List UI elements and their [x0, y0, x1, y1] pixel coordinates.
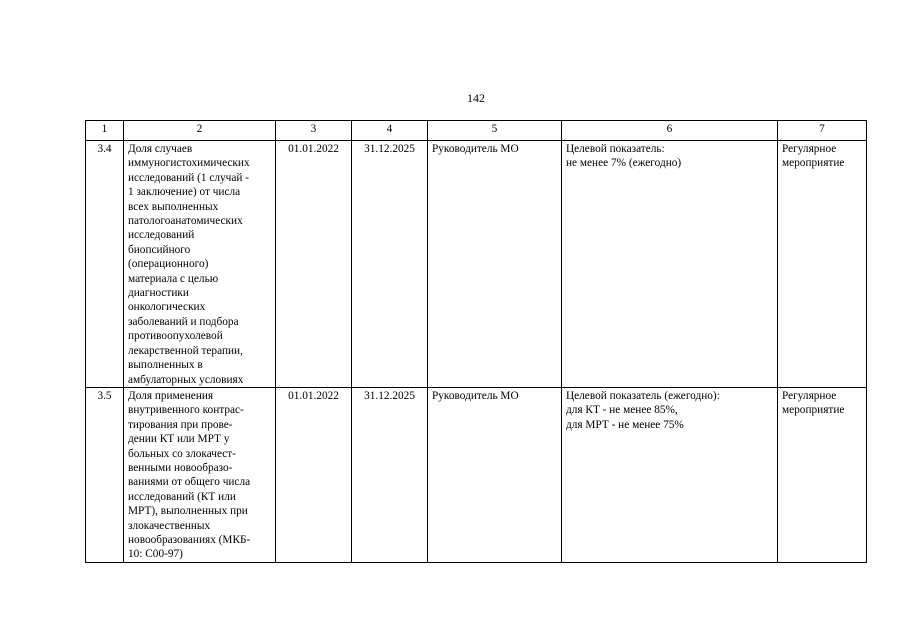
column-header-5: 5: [428, 121, 562, 141]
column-header-2: 2: [124, 121, 276, 141]
page-number: 142: [467, 91, 485, 105]
description-cell: Доля применения внутривенного контрас- тирования при прове- дении КТ или МРТ у больных со злокачест- венными новообразо- ваниями от общего числа исследований (КТ или МРТ), выполненных при злокачественных новообразованиях (МКБ- 10: С00-97): [124, 387, 276, 562]
column-header-7: 7: [778, 121, 867, 141]
row-number-cell: 3.5: [86, 387, 124, 562]
end-date-cell: 31.12.2025: [352, 387, 428, 562]
description-cell: Доля случаев иммуногистохимических исследований (1 случай - 1 заключение) от числа всех выполненных патологоанатомических исследований биопсийного (операционного) материала с целью диагностики онкологических заболеваний и подбора противоопухолевой лекарственной терапии, выполненных в амбулаторных условиях: [124, 141, 276, 388]
type-cell: Регулярное мероприятие: [778, 141, 867, 388]
indicator-cell: Целевой показатель: не менее 7% (ежегодно): [562, 141, 778, 388]
indicator-cell: Целевой показатель (ежегодно): для КТ - не менее 85%, для МРТ - не менее 75%: [562, 387, 778, 562]
table-row: [86, 141, 867, 388]
header-row: [86, 121, 867, 141]
column-header-1: 1: [86, 121, 124, 141]
responsible-cell: Руководитель МО: [428, 387, 562, 562]
start-date-cell: 01.01.2022: [276, 387, 352, 562]
column-header-4: 4: [352, 121, 428, 141]
row-number-cell: 3.4: [86, 141, 124, 388]
column-header-6: 6: [562, 121, 778, 141]
responsible-cell: Руководитель МО: [428, 141, 562, 388]
end-date-cell: 31.12.2025: [352, 141, 428, 388]
table-row: [86, 387, 867, 562]
start-date-cell: 01.01.2022: [276, 141, 352, 388]
column-header-3: 3: [276, 121, 352, 141]
measures-table: [85, 120, 867, 563]
type-cell: Регулярное мероприятие: [778, 387, 867, 562]
